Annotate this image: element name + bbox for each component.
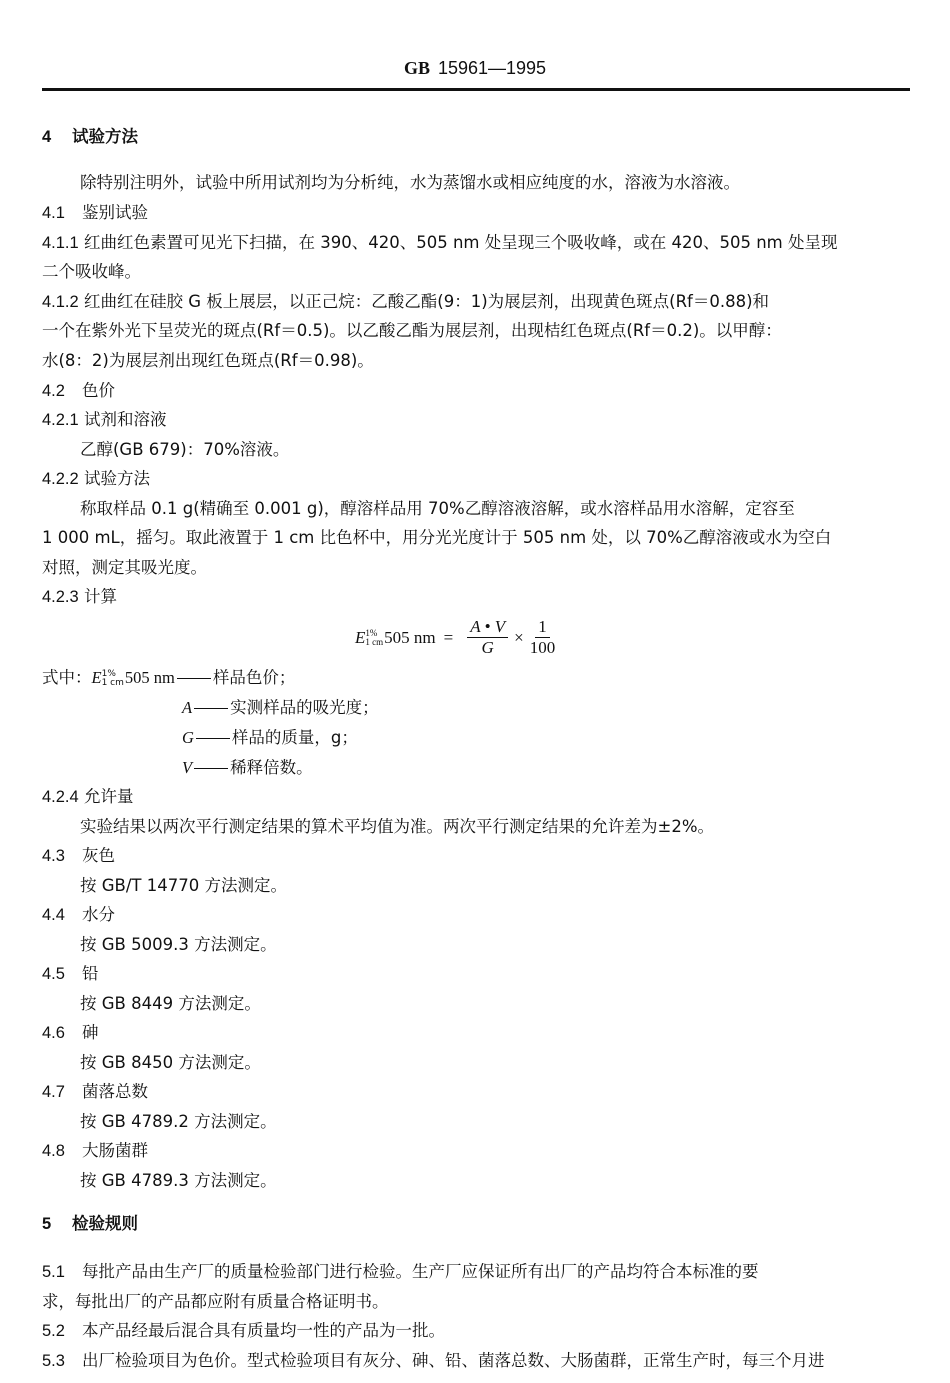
- section-4-2-1-body: 乙醇(GB 679)：70%溶液。: [80, 440, 290, 459]
- section-5-heading: 5 检验规则: [42, 1214, 138, 1233]
- section-4-7-body: 按 GB 4789.2 方法测定。: [80, 1112, 277, 1131]
- section-4-5-body: 按 GB 8449 方法测定。: [80, 994, 261, 1013]
- section-4-1-2-line1: 4.1.2 红曲红在硅胶 G 板上展层，以正己烷：乙酸乙酯(9：1)为展层剂，出现黄色斑点(Rf＝0.88)和: [42, 292, 770, 311]
- section-4-2-4-body: 实验结果以两次平行测定结果的算术平均值为准。两次平行测定结果的允许差为±2%。: [80, 817, 715, 836]
- section-4-6-heading: 4.6 砷: [42, 1023, 99, 1042]
- standard-prefix: GB: [403, 58, 430, 78]
- section-4-2-heading: 4.2 色价: [42, 381, 115, 400]
- section-4-5-heading: 4.5 铅: [42, 964, 99, 983]
- section-5-1-line1: 5.1 每批产品由生产厂的质量检验部门进行检验。生产厂应保证所有出厂的产品均符合本标准的要: [42, 1262, 759, 1281]
- section-5-3-line1: 5.3 出厂检验项目为色价。型式检验项目有灰分、砷、铅、菌落总数、大肠菌群，正常生产时，每三个月进: [42, 1351, 825, 1370]
- standard-number: 15961—1995: [437, 58, 547, 78]
- section-4-2-2-heading: 4.2.2 试验方法: [42, 469, 150, 488]
- section-4-2-2-line2: 1 000 mL，摇匀。取此液置于 1 cm 比色杯中，用分光光度计于 505 nm 处，以 70%乙醇溶液或水为空白: [42, 528, 832, 547]
- section-4-1-1-line1: 4.1.1 红曲红色素置可见光下扫描，在 390、420、505 nm 处呈现三个吸收峰，或在 420、505 nm 处呈现: [42, 233, 838, 252]
- formula-where-first: 式中：E 1% 1 cm 505 nm 样品色价；: [42, 668, 296, 688]
- section-4-2-4-heading: 4.2.4 允许量: [42, 787, 134, 806]
- section-4-8-body: 按 GB 4789.3 方法测定。: [80, 1171, 277, 1190]
- section-4-2-2-line1: 称取样品 0.1 g(精确至 0.001 g)，醇溶样品用 70%乙醇溶液溶解，或水溶样品用水溶解，定容至: [80, 499, 795, 518]
- section-5-1-line2: 求，每批出厂的产品都应附有质量合格证明书。: [42, 1292, 389, 1311]
- section-4-7-heading: 4.7 菌落总数: [42, 1082, 148, 1101]
- color-value-formula: E 1% 1 cm 505 nm = $\frac{A • V}{G}$ × $\frac{1}{100}$: [355, 617, 556, 657]
- section-4-2-3-heading: 4.2.3 计算: [42, 587, 117, 606]
- section-4-4-heading: 4.4 水分: [42, 905, 115, 924]
- section-4-4-body: 按 GB 5009.3 方法测定。: [80, 935, 277, 954]
- formula-where-v: V 稀释倍数。: [182, 758, 313, 777]
- header-rule: [42, 88, 910, 91]
- section-4-6-body: 按 GB 8450 方法测定。: [80, 1053, 261, 1072]
- section-4-1-2-line2: 一个在紫外光下呈荧光的斑点(Rf＝0.5)。以乙酸乙酯为展层剂，出现桔红色斑点(Rf＝0.2)。以甲醇：: [42, 321, 782, 340]
- section-4-8-heading: 4.8 大肠菌群: [42, 1141, 148, 1160]
- section-4-heading: 4 试验方法: [42, 127, 138, 146]
- section-4-1-2-line3: 水(8：2)为展层剂出现红色斑点(Rf＝0.98)。: [42, 351, 374, 370]
- section-4-1-heading: 4.1 鉴别试验: [42, 203, 148, 222]
- section-4-2-1-heading: 4.2.1 试剂和溶液: [42, 410, 167, 429]
- fraction-1-over-100: $\frac{1}{100}$: [529, 617, 556, 657]
- section-4-2-2-line3: 对照，测定其吸光度。: [42, 558, 207, 577]
- page-header: [0, 58, 950, 79]
- section-4-3-heading: 4.3 灰色: [42, 846, 115, 865]
- section-4-1-1-line2: 二个吸收峰。: [42, 262, 141, 281]
- formula-where-a: A 实测样品的吸光度；: [182, 698, 379, 717]
- section-4-3-body: 按 GB/T 14770 方法测定。: [80, 876, 287, 895]
- section-4-intro: 除特别注明外，试验中所用试剂均为分析纯，水为蒸馏水或相应纯度的水，溶液为水溶液。: [80, 173, 740, 192]
- section-5-2: 5.2 本产品经最后混合具有质量均一性的产品为一批。: [42, 1321, 445, 1340]
- fraction-av-over-g: $\frac{A • V}{G}$: [467, 617, 508, 658]
- formula-where-g: G 样品的质量，g；: [182, 728, 358, 747]
